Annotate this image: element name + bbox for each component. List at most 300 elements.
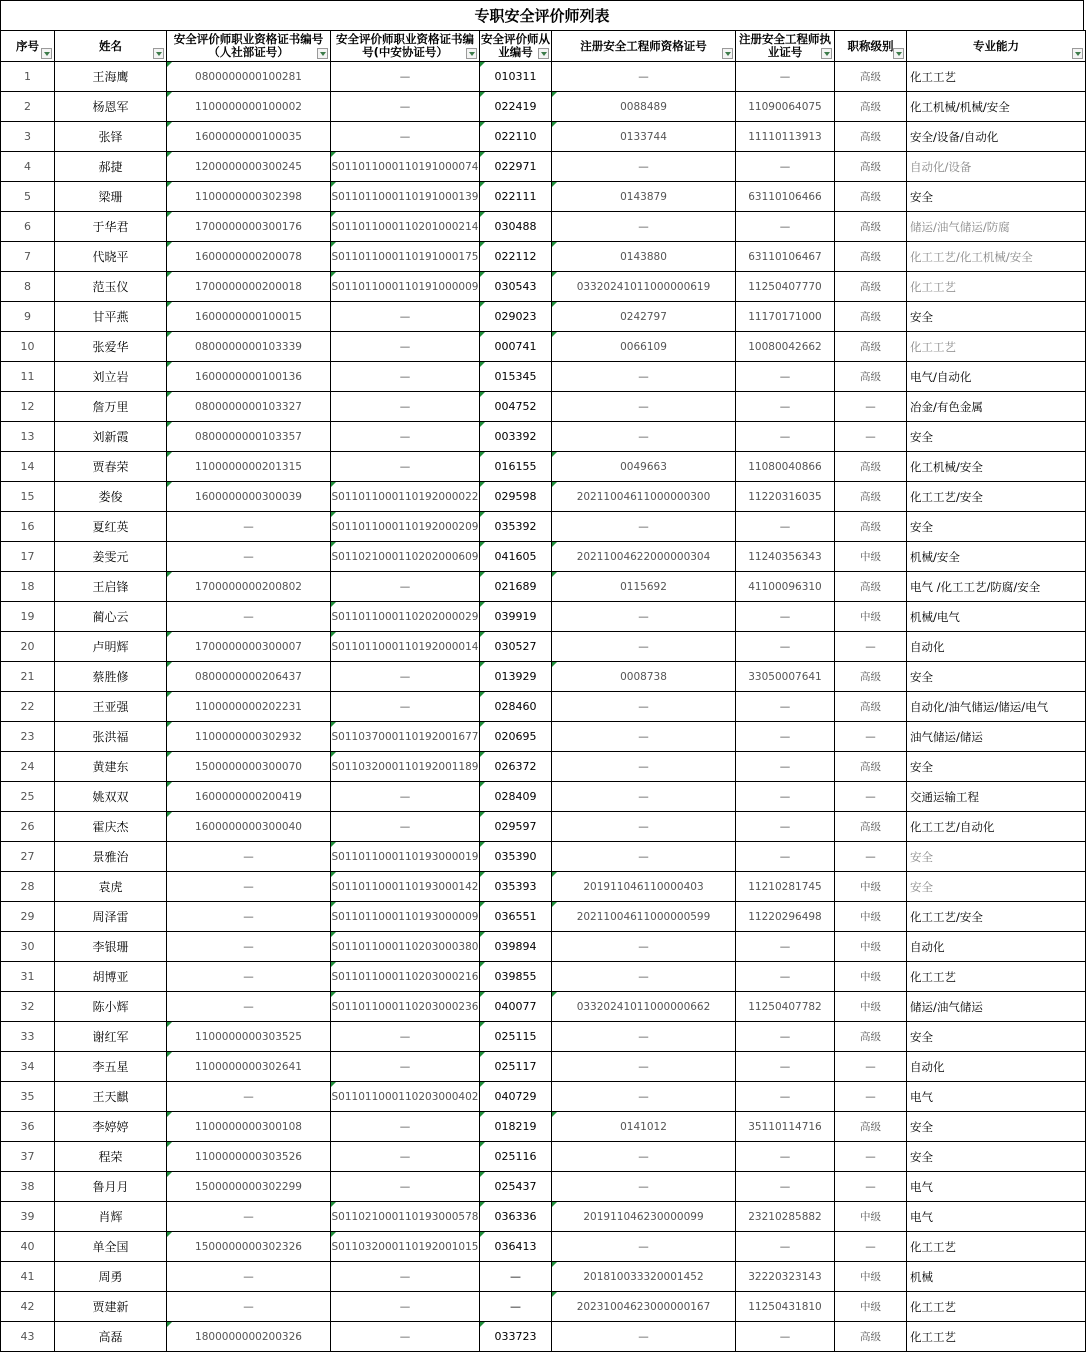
cell-name[interactable]: 甘平燕 xyxy=(55,302,167,332)
cell-cert-ass[interactable]: S011011000110193000019 xyxy=(331,842,480,872)
cell-practice-no[interactable]: 028460 xyxy=(480,692,552,722)
cell-seq[interactable]: 15 xyxy=(1,482,55,512)
cell-capability[interactable]: 储运/油气储运 xyxy=(907,992,1086,1022)
cell-cert-hr[interactable]: — xyxy=(167,962,331,992)
cell-level[interactable]: 高级 xyxy=(835,62,907,92)
cell-name[interactable]: 詹万里 xyxy=(55,392,167,422)
cell-reg-practice[interactable]: — xyxy=(736,782,835,812)
filter-dropdown-icon[interactable] xyxy=(538,48,549,59)
cell-practice-no[interactable]: 035390 xyxy=(480,842,552,872)
cell-reg-practice[interactable]: — xyxy=(736,932,835,962)
cell-name[interactable]: 郝捷 xyxy=(55,152,167,182)
cell-reg-cert[interactable]: — xyxy=(552,602,736,632)
cell-reg-cert[interactable]: — xyxy=(552,932,736,962)
cell-level[interactable]: 高级 xyxy=(835,152,907,182)
cell-reg-practice[interactable]: — xyxy=(736,692,835,722)
cell-name[interactable]: 张爱华 xyxy=(55,332,167,362)
cell-cert-hr[interactable]: 0800000000103357 xyxy=(167,422,331,452)
cell-cert-ass[interactable]: — xyxy=(331,1052,480,1082)
cell-reg-cert[interactable]: — xyxy=(552,212,736,242)
cell-level[interactable]: 高级 xyxy=(835,122,907,152)
cell-cert-ass[interactable]: S011032000110192001189 xyxy=(331,752,480,782)
cell-level[interactable]: 高级 xyxy=(835,92,907,122)
cell-seq[interactable]: 33 xyxy=(1,1022,55,1052)
cell-cert-ass[interactable]: — xyxy=(331,782,480,812)
cell-capability[interactable]: 安全 xyxy=(907,1112,1086,1142)
cell-seq[interactable]: 14 xyxy=(1,452,55,482)
cell-seq[interactable]: 20 xyxy=(1,632,55,662)
cell-reg-cert[interactable]: 0008738 xyxy=(552,662,736,692)
cell-cert-ass[interactable]: — xyxy=(331,362,480,392)
cell-capability[interactable]: 电气 xyxy=(907,1202,1086,1232)
cell-reg-practice[interactable]: — xyxy=(736,842,835,872)
cell-reg-practice[interactable]: 11240356343 xyxy=(736,542,835,572)
cell-cert-ass[interactable]: — xyxy=(331,452,480,482)
cell-reg-cert[interactable]: — xyxy=(552,152,736,182)
cell-name[interactable]: 李婷婷 xyxy=(55,1112,167,1142)
cell-name[interactable]: 贾春荣 xyxy=(55,452,167,482)
cell-reg-cert[interactable]: — xyxy=(552,1052,736,1082)
cell-capability[interactable]: 冶金/有色金属 xyxy=(907,392,1086,422)
cell-level[interactable]: 高级 xyxy=(835,482,907,512)
cell-practice-no[interactable]: 039919 xyxy=(480,602,552,632)
cell-name[interactable]: 刘立岩 xyxy=(55,362,167,392)
cell-cert-ass[interactable]: — xyxy=(331,1022,480,1052)
cell-cert-ass[interactable]: S011011000110193000009 xyxy=(331,902,480,932)
cell-reg-practice[interactable]: — xyxy=(736,422,835,452)
filter-dropdown-icon[interactable] xyxy=(722,48,733,59)
cell-reg-cert[interactable]: — xyxy=(552,1322,736,1352)
cell-cert-hr[interactable]: 0800000000100281 xyxy=(167,62,331,92)
cell-name[interactable]: 袁虎 xyxy=(55,872,167,902)
cell-reg-cert[interactable]: — xyxy=(552,1022,736,1052)
cell-practice-no[interactable]: 018219 xyxy=(480,1112,552,1142)
cell-capability[interactable]: 自动化 xyxy=(907,932,1086,962)
cell-capability[interactable]: 安全 xyxy=(907,512,1086,542)
cell-cert-ass[interactable]: S011011000110191000074 xyxy=(331,152,480,182)
cell-seq[interactable]: 27 xyxy=(1,842,55,872)
cell-cert-hr[interactable]: 1600000000300040 xyxy=(167,812,331,842)
cell-cert-ass[interactable]: — xyxy=(331,1142,480,1172)
cell-cert-hr[interactable]: 1800000000200326 xyxy=(167,1322,331,1352)
cell-cert-hr[interactable]: 1100000000303525 xyxy=(167,1022,331,1052)
cell-name[interactable]: 黄建东 xyxy=(55,752,167,782)
cell-practice-no[interactable]: 025115 xyxy=(480,1022,552,1052)
cell-practice-no[interactable]: 030543 xyxy=(480,272,552,302)
cell-cert-ass[interactable]: — xyxy=(331,122,480,152)
cell-reg-cert[interactable]: — xyxy=(552,392,736,422)
cell-reg-cert[interactable]: 0066109 xyxy=(552,332,736,362)
cell-capability[interactable]: 化工工艺 xyxy=(907,1232,1086,1262)
cell-reg-cert[interactable]: 20231004623000000167 xyxy=(552,1292,736,1322)
cell-seq[interactable]: 2 xyxy=(1,92,55,122)
cell-practice-no[interactable]: 040729 xyxy=(480,1082,552,1112)
cell-cert-hr[interactable]: — xyxy=(167,842,331,872)
cell-seq[interactable]: 21 xyxy=(1,662,55,692)
cell-seq[interactable]: 3 xyxy=(1,122,55,152)
cell-reg-practice[interactable]: 11210281745 xyxy=(736,872,835,902)
cell-level[interactable]: 高级 xyxy=(835,512,907,542)
cell-reg-practice[interactable]: — xyxy=(736,512,835,542)
cell-cert-ass[interactable]: S011011000110192000014 xyxy=(331,632,480,662)
cell-cert-ass[interactable]: S011011000110191000009 xyxy=(331,272,480,302)
cell-reg-cert[interactable]: — xyxy=(552,722,736,752)
cell-cert-ass[interactable]: S011011000110201000214 xyxy=(331,212,480,242)
cell-capability[interactable]: 电气 xyxy=(907,1082,1086,1112)
cell-practice-no[interactable]: 029023 xyxy=(480,302,552,332)
cell-seq[interactable]: 39 xyxy=(1,1202,55,1232)
cell-name[interactable]: 夏红英 xyxy=(55,512,167,542)
cell-name[interactable]: 肖辉 xyxy=(55,1202,167,1232)
cell-seq[interactable]: 16 xyxy=(1,512,55,542)
cell-capability[interactable]: 化工工艺/安全 xyxy=(907,902,1086,932)
filter-dropdown-icon[interactable] xyxy=(821,48,832,59)
cell-name[interactable]: 梁珊 xyxy=(55,182,167,212)
cell-practice-no[interactable]: 004752 xyxy=(480,392,552,422)
cell-practice-no[interactable]: 029598 xyxy=(480,482,552,512)
cell-cert-ass[interactable]: S011011000110191000139 xyxy=(331,182,480,212)
cell-reg-cert[interactable]: 0141012 xyxy=(552,1112,736,1142)
cell-seq[interactable]: 41 xyxy=(1,1262,55,1292)
cell-practice-no[interactable]: 021689 xyxy=(480,572,552,602)
cell-reg-practice[interactable]: — xyxy=(736,962,835,992)
cell-reg-cert[interactable]: — xyxy=(552,512,736,542)
cell-level[interactable]: 中级 xyxy=(835,932,907,962)
cell-level[interactable]: — xyxy=(835,722,907,752)
cell-reg-cert[interactable]: 0133744 xyxy=(552,122,736,152)
cell-level[interactable]: 高级 xyxy=(835,332,907,362)
cell-practice-no[interactable]: 015345 xyxy=(480,362,552,392)
cell-name[interactable]: 李银珊 xyxy=(55,932,167,962)
cell-cert-hr[interactable]: 1600000000200419 xyxy=(167,782,331,812)
filter-dropdown-icon[interactable] xyxy=(466,48,477,59)
cell-name[interactable]: 陈小辉 xyxy=(55,992,167,1022)
cell-name[interactable]: 霍庆杰 xyxy=(55,812,167,842)
cell-capability[interactable]: 机械/电气 xyxy=(907,602,1086,632)
filter-dropdown-icon[interactable] xyxy=(317,48,328,59)
cell-capability[interactable]: 安全 xyxy=(907,302,1086,332)
cell-capability[interactable]: 储运/油气储运/防腐 xyxy=(907,212,1086,242)
cell-name[interactable]: 姚双双 xyxy=(55,782,167,812)
cell-reg-cert[interactable]: — xyxy=(552,1232,736,1262)
cell-cert-hr[interactable]: — xyxy=(167,512,331,542)
cell-reg-practice[interactable]: — xyxy=(736,362,835,392)
cell-practice-no[interactable]: 026372 xyxy=(480,752,552,782)
cell-reg-cert[interactable]: — xyxy=(552,632,736,662)
cell-name[interactable]: 鲁月月 xyxy=(55,1172,167,1202)
cell-cert-ass[interactable]: S011011000110203000236 xyxy=(331,992,480,1022)
cell-seq[interactable]: 10 xyxy=(1,332,55,362)
cell-seq[interactable]: 37 xyxy=(1,1142,55,1172)
cell-reg-cert[interactable]: 201911046110000403 xyxy=(552,872,736,902)
cell-cert-hr[interactable]: — xyxy=(167,1082,331,1112)
cell-practice-no[interactable]: 003392 xyxy=(480,422,552,452)
cell-level[interactable]: 高级 xyxy=(835,812,907,842)
cell-reg-cert[interactable]: — xyxy=(552,1082,736,1112)
cell-cert-ass[interactable]: S011021000110202000609 xyxy=(331,542,480,572)
cell-seq[interactable]: 36 xyxy=(1,1112,55,1142)
cell-cert-hr[interactable]: 1600000000200078 xyxy=(167,242,331,272)
cell-level[interactable]: 高级 xyxy=(835,452,907,482)
cell-reg-practice[interactable]: 11220316035 xyxy=(736,482,835,512)
cell-level[interactable]: 中级 xyxy=(835,962,907,992)
cell-cert-ass[interactable]: S011032000110192001015 xyxy=(331,1232,480,1262)
cell-name[interactable]: 张洪福 xyxy=(55,722,167,752)
cell-seq[interactable]: 19 xyxy=(1,602,55,632)
cell-reg-practice[interactable]: 63110106466 xyxy=(736,182,835,212)
cell-reg-practice[interactable]: 11250407782 xyxy=(736,992,835,1022)
cell-practice-no[interactable]: 030488 xyxy=(480,212,552,242)
cell-reg-cert[interactable]: — xyxy=(552,362,736,392)
cell-seq[interactable]: 23 xyxy=(1,722,55,752)
cell-name[interactable]: 程荣 xyxy=(55,1142,167,1172)
cell-cert-ass[interactable]: S011021000110193000578 xyxy=(331,1202,480,1232)
cell-reg-cert[interactable]: 20211004611000000300 xyxy=(552,482,736,512)
cell-practice-no[interactable]: 016155 xyxy=(480,452,552,482)
cell-capability[interactable]: 安全 xyxy=(907,752,1086,782)
cell-cert-hr[interactable]: 1500000000302326 xyxy=(167,1232,331,1262)
cell-name[interactable]: 王亚强 xyxy=(55,692,167,722)
cell-reg-cert[interactable]: 0115692 xyxy=(552,572,736,602)
cell-level[interactable]: 高级 xyxy=(835,362,907,392)
cell-capability[interactable]: 安全/设备/自动化 xyxy=(907,122,1086,152)
cell-cert-ass[interactable]: S011011000110191000175 xyxy=(331,242,480,272)
cell-capability[interactable]: 自动化/设备 xyxy=(907,152,1086,182)
cell-cert-ass[interactable]: — xyxy=(331,62,480,92)
cell-practice-no[interactable]: 036551 xyxy=(480,902,552,932)
cell-cert-hr[interactable]: 0800000000103339 xyxy=(167,332,331,362)
cell-level[interactable]: 中级 xyxy=(835,1262,907,1292)
cell-practice-no[interactable]: 022110 xyxy=(480,122,552,152)
cell-practice-no[interactable]: 039855 xyxy=(480,962,552,992)
cell-seq[interactable]: 1 xyxy=(1,62,55,92)
filter-dropdown-icon[interactable] xyxy=(41,48,52,59)
cell-cert-ass[interactable]: — xyxy=(331,92,480,122)
cell-reg-cert[interactable]: 20211004611000000599 xyxy=(552,902,736,932)
cell-cert-hr[interactable]: 1100000000302641 xyxy=(167,1052,331,1082)
cell-level[interactable]: 中级 xyxy=(835,902,907,932)
cell-cert-hr[interactable]: 1100000000302932 xyxy=(167,722,331,752)
cell-reg-cert[interactable]: 0143880 xyxy=(552,242,736,272)
cell-cert-hr[interactable]: — xyxy=(167,932,331,962)
cell-capability[interactable]: 化工工艺 xyxy=(907,62,1086,92)
cell-reg-practice[interactable]: 11090064075 xyxy=(736,92,835,122)
cell-reg-practice[interactable]: 11250407770 xyxy=(736,272,835,302)
cell-name[interactable]: 卢明辉 xyxy=(55,632,167,662)
cell-cert-ass[interactable]: — xyxy=(331,1322,480,1352)
cell-capability[interactable]: 化工工艺 xyxy=(907,1292,1086,1322)
cell-practice-no[interactable]: 040077 xyxy=(480,992,552,1022)
cell-level[interactable]: — xyxy=(835,1232,907,1262)
cell-level[interactable]: 高级 xyxy=(835,242,907,272)
cell-cert-ass[interactable]: S011011000110203000380 xyxy=(331,932,480,962)
cell-level[interactable]: 中级 xyxy=(835,992,907,1022)
cell-cert-hr[interactable]: 0800000000206437 xyxy=(167,662,331,692)
cell-name[interactable]: 周勇 xyxy=(55,1262,167,1292)
cell-cert-ass[interactable]: — xyxy=(331,422,480,452)
cell-seq[interactable]: 18 xyxy=(1,572,55,602)
cell-seq[interactable]: 25 xyxy=(1,782,55,812)
cell-level[interactable]: 高级 xyxy=(835,572,907,602)
cell-capability[interactable]: 自动化/油气储运/储运/电气 xyxy=(907,692,1086,722)
cell-capability[interactable]: 安全 xyxy=(907,1022,1086,1052)
cell-cert-ass[interactable]: S011011000110192000022 xyxy=(331,482,480,512)
cell-name[interactable]: 贾建新 xyxy=(55,1292,167,1322)
cell-seq[interactable]: 6 xyxy=(1,212,55,242)
cell-reg-practice[interactable]: 10080042662 xyxy=(736,332,835,362)
cell-level[interactable]: 高级 xyxy=(835,302,907,332)
cell-level[interactable]: — xyxy=(835,842,907,872)
cell-cert-hr[interactable]: 1100000000201315 xyxy=(167,452,331,482)
cell-practice-no[interactable]: 000741 xyxy=(480,332,552,362)
cell-level[interactable]: 高级 xyxy=(835,752,907,782)
cell-name[interactable]: 娄俊 xyxy=(55,482,167,512)
cell-practice-no[interactable]: 036336 xyxy=(480,1202,552,1232)
cell-seq[interactable]: 28 xyxy=(1,872,55,902)
cell-seq[interactable]: 4 xyxy=(1,152,55,182)
cell-practice-no[interactable]: 035392 xyxy=(480,512,552,542)
cell-cert-hr[interactable]: 1200000000300245 xyxy=(167,152,331,182)
cell-name[interactable]: 蔡胜修 xyxy=(55,662,167,692)
cell-reg-practice[interactable]: — xyxy=(736,392,835,422)
cell-reg-practice[interactable]: 11110113913 xyxy=(736,122,835,152)
cell-cert-ass[interactable]: S011011000110203000402 xyxy=(331,1082,480,1112)
cell-capability[interactable]: 安全 xyxy=(907,662,1086,692)
cell-level[interactable]: 高级 xyxy=(835,1022,907,1052)
cell-capability[interactable]: 安全 xyxy=(907,872,1086,902)
cell-seq[interactable]: 17 xyxy=(1,542,55,572)
cell-capability[interactable]: 油气储运/储运 xyxy=(907,722,1086,752)
cell-reg-cert[interactable]: 0049663 xyxy=(552,452,736,482)
cell-reg-practice[interactable]: — xyxy=(736,1322,835,1352)
cell-cert-hr[interactable]: — xyxy=(167,1262,331,1292)
cell-level[interactable]: 中级 xyxy=(835,602,907,632)
cell-cert-ass[interactable]: — xyxy=(331,572,480,602)
cell-cert-hr[interactable]: 1600000000100136 xyxy=(167,362,331,392)
cell-practice-no[interactable]: 033723 xyxy=(480,1322,552,1352)
cell-cert-hr[interactable]: 1100000000100002 xyxy=(167,92,331,122)
cell-reg-cert[interactable]: 20211004622000000304 xyxy=(552,542,736,572)
cell-name[interactable]: 王海鹰 xyxy=(55,62,167,92)
cell-name[interactable]: 单全国 xyxy=(55,1232,167,1262)
cell-cert-hr[interactable]: 1100000000202231 xyxy=(167,692,331,722)
cell-reg-cert[interactable]: 201810033320001452 xyxy=(552,1262,736,1292)
filter-dropdown-icon[interactable] xyxy=(893,48,904,59)
cell-name[interactable]: 范玉仪 xyxy=(55,272,167,302)
cell-capability[interactable]: 自动化 xyxy=(907,1052,1086,1082)
cell-reg-cert[interactable]: 03320241011000000662 xyxy=(552,992,736,1022)
cell-seq[interactable]: 8 xyxy=(1,272,55,302)
cell-practice-no[interactable]: 030527 xyxy=(480,632,552,662)
cell-practice-no[interactable]: 041605 xyxy=(480,542,552,572)
cell-practice-no[interactable]: 039894 xyxy=(480,932,552,962)
cell-reg-practice[interactable]: — xyxy=(736,1172,835,1202)
cell-cert-ass[interactable]: S011011000110202000029 xyxy=(331,602,480,632)
cell-cert-ass[interactable]: — xyxy=(331,1112,480,1142)
cell-cert-hr[interactable]: 1700000000300176 xyxy=(167,212,331,242)
cell-cert-hr[interactable]: 1700000000200018 xyxy=(167,272,331,302)
cell-seq[interactable]: 11 xyxy=(1,362,55,392)
cell-level[interactable]: 中级 xyxy=(835,542,907,572)
cell-level[interactable]: 中级 xyxy=(835,1292,907,1322)
filter-dropdown-icon[interactable] xyxy=(153,48,164,59)
cell-reg-practice[interactable]: — xyxy=(736,1052,835,1082)
cell-practice-no[interactable]: 020695 xyxy=(480,722,552,752)
cell-name[interactable]: 李五星 xyxy=(55,1052,167,1082)
cell-reg-practice[interactable]: — xyxy=(736,1082,835,1112)
cell-capability[interactable]: 安全 xyxy=(907,182,1086,212)
cell-cert-hr[interactable]: 0800000000103327 xyxy=(167,392,331,422)
cell-seq[interactable]: 22 xyxy=(1,692,55,722)
cell-capability[interactable]: 化工工艺 xyxy=(907,962,1086,992)
cell-capability[interactable]: 化工工艺/安全 xyxy=(907,482,1086,512)
cell-cert-hr[interactable]: 1100000000302398 xyxy=(167,182,331,212)
cell-capability[interactable]: 机械/安全 xyxy=(907,542,1086,572)
cell-reg-practice[interactable]: 33050007641 xyxy=(736,662,835,692)
cell-name[interactable]: 谢红军 xyxy=(55,1022,167,1052)
cell-capability[interactable]: 电气 xyxy=(907,1172,1086,1202)
cell-level[interactable]: — xyxy=(835,782,907,812)
cell-reg-cert[interactable]: 0242797 xyxy=(552,302,736,332)
cell-reg-cert[interactable]: 0143879 xyxy=(552,182,736,212)
cell-level[interactable]: 中级 xyxy=(835,872,907,902)
cell-cert-ass[interactable]: — xyxy=(331,392,480,422)
cell-cert-hr[interactable]: — xyxy=(167,602,331,632)
cell-practice-no[interactable]: 013929 xyxy=(480,662,552,692)
cell-practice-no[interactable]: 022111 xyxy=(480,182,552,212)
cell-level[interactable]: — xyxy=(835,1172,907,1202)
cell-name[interactable]: 景雅治 xyxy=(55,842,167,872)
cell-practice-no[interactable]: 022971 xyxy=(480,152,552,182)
cell-reg-practice[interactable]: 11170171000 xyxy=(736,302,835,332)
cell-cert-hr[interactable]: — xyxy=(167,1292,331,1322)
cell-name[interactable]: 代晓平 xyxy=(55,242,167,272)
cell-capability[interactable]: 化工工艺 xyxy=(907,332,1086,362)
cell-seq[interactable]: 5 xyxy=(1,182,55,212)
cell-reg-practice[interactable]: 63110106467 xyxy=(736,242,835,272)
cell-capability[interactable]: 机械 xyxy=(907,1262,1086,1292)
cell-cert-ass[interactable]: — xyxy=(331,302,480,332)
cell-name[interactable]: 姜雯元 xyxy=(55,542,167,572)
cell-reg-cert[interactable]: 0088489 xyxy=(552,92,736,122)
cell-cert-ass[interactable]: — xyxy=(331,692,480,722)
cell-cert-hr[interactable]: — xyxy=(167,872,331,902)
cell-seq[interactable]: 26 xyxy=(1,812,55,842)
cell-practice-no[interactable]: — xyxy=(480,1262,552,1292)
cell-seq[interactable]: 31 xyxy=(1,962,55,992)
cell-seq[interactable]: 29 xyxy=(1,902,55,932)
cell-name[interactable]: 周泽雷 xyxy=(55,902,167,932)
cell-cert-ass[interactable]: — xyxy=(331,332,480,362)
cell-cert-hr[interactable]: 1100000000300108 xyxy=(167,1112,331,1142)
cell-practice-no[interactable]: 022419 xyxy=(480,92,552,122)
cell-practice-no[interactable]: 029597 xyxy=(480,812,552,842)
cell-level[interactable]: 高级 xyxy=(835,1322,907,1352)
cell-reg-cert[interactable]: — xyxy=(552,812,736,842)
cell-reg-cert[interactable]: — xyxy=(552,692,736,722)
cell-level[interactable]: — xyxy=(835,1082,907,1112)
cell-cert-ass[interactable]: — xyxy=(331,1172,480,1202)
filter-dropdown-icon[interactable] xyxy=(1072,48,1083,59)
cell-practice-no[interactable]: 025117 xyxy=(480,1052,552,1082)
cell-cert-hr[interactable]: 1600000000100015 xyxy=(167,302,331,332)
cell-reg-cert[interactable]: — xyxy=(552,62,736,92)
cell-reg-practice[interactable]: — xyxy=(736,752,835,782)
cell-name[interactable]: 王天麒 xyxy=(55,1082,167,1112)
cell-capability[interactable]: 安全 xyxy=(907,1142,1086,1172)
cell-cert-hr[interactable]: — xyxy=(167,992,331,1022)
cell-seq[interactable]: 30 xyxy=(1,932,55,962)
